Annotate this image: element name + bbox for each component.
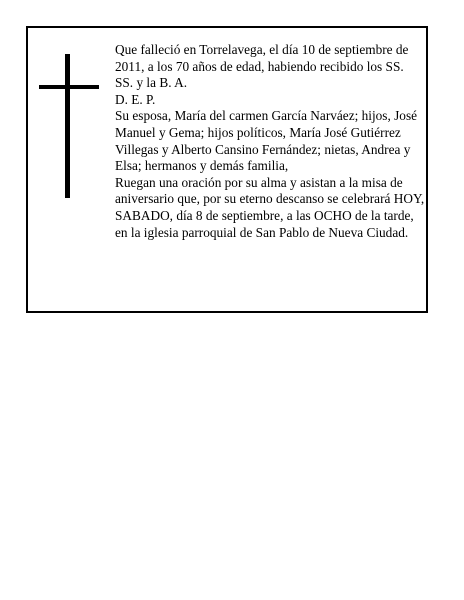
rest-in-peace: D. E. P. (115, 91, 156, 107)
death-statement: Que falleció en Torrelavega, el día 10 de septiembre de 2011, a los 70 años de edad, habiendo recibido los SS. SS. y la B. A. (115, 42, 409, 91)
obituary-notice (26, 26, 428, 313)
notice-text (115, 42, 425, 241)
family-list: Su esposa, María del carmen García Narváez; hijos, José Manuel y Gema; hijos políticos, María José Gutiérrez Villegas y Alberto Cansino Fernández; nietas, Andrea y Elsa; hermanos y demás familia, (115, 108, 418, 174)
cross-vertical-bar (65, 54, 70, 198)
cross-icon (39, 54, 99, 198)
cross-horizontal-bar (39, 85, 99, 89)
mass-announcement: Ruegan una oración por su alma y asistan a la misa de aniversario que, por su eterno descanso se celebrará HOY, SABADO, día 8 de septiembre, a las OCHO de la tarde, en la iglesia parroquial de San Pablo de Nueva Ciudad. (115, 174, 425, 240)
